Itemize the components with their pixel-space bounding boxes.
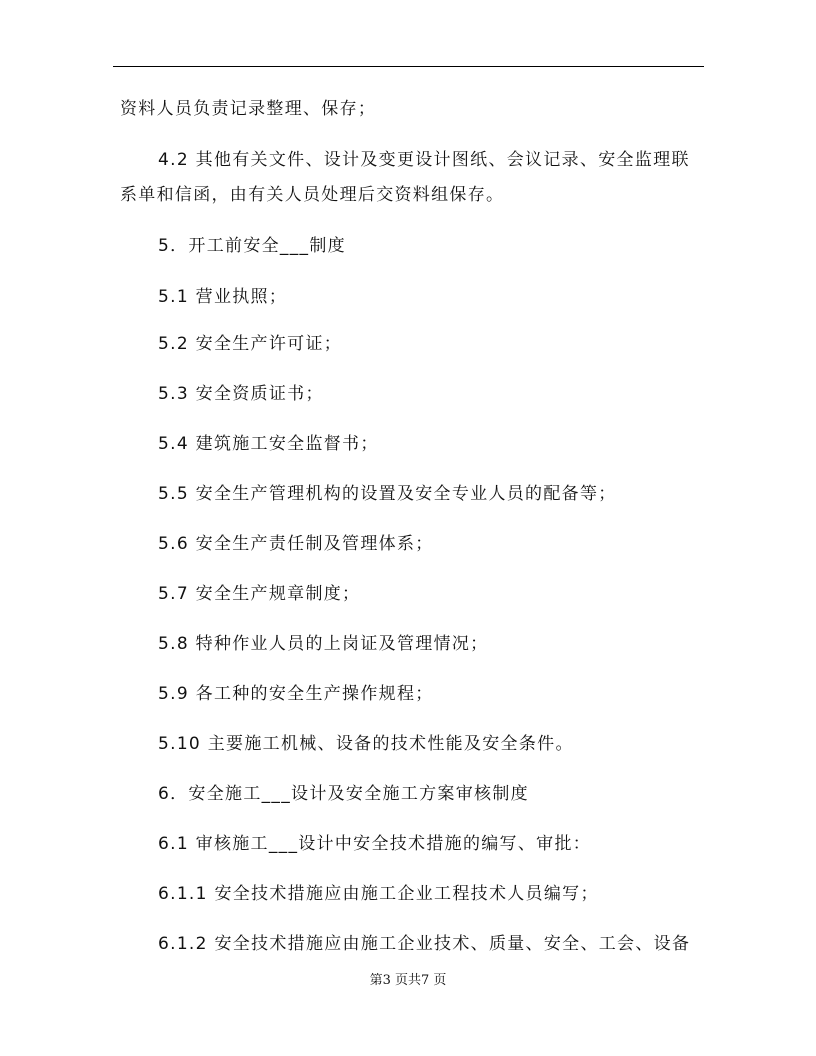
text-line: 5.2 安全生产许可证； xyxy=(158,334,343,354)
text-line: 5.9 各工种的安全生产操作规程； xyxy=(158,684,434,704)
text-line: 5.5 安全生产管理机构的设置及安全专业人员的配备等； xyxy=(158,484,617,504)
text-line: 5.3 安全资质证书； xyxy=(158,384,324,404)
text-line: 资料人员负责记录整理、保存； xyxy=(120,99,377,119)
text-line: 系单和信函，由有关人员处理后交资料组保存。 xyxy=(120,185,505,205)
text-line: 5.6 安全生产责任制及管理体系； xyxy=(158,534,434,554)
text-line: 5.8 特种作业人员的上岗证及管理情况； xyxy=(158,634,489,654)
text-line: 6.1 审核施工___设计中安全技术措施的编写、审批： xyxy=(158,834,592,854)
text-line: 6.1.1 安全技术措施应由施工企业工程技术人员编写； xyxy=(158,884,599,904)
text-line: 4.2 其他有关文件、设计及变更设计图纸、会议记录、安全监理联 xyxy=(158,150,690,170)
text-line: 5.4 建筑施工安全监督书； xyxy=(158,434,379,454)
text-line: 6.1.2 安全技术措施应由施工企业技术、质量、安全、工会、设备 xyxy=(158,934,691,954)
text-line: 5.7 安全生产规章制度； xyxy=(158,584,361,604)
page-number: 第3 页共7 页 xyxy=(369,973,447,988)
text-line: 5.1 营业执照； xyxy=(158,287,288,307)
text-line: 5.10 主要施工机械、设备的技术性能及安全条件。 xyxy=(158,734,574,754)
section-heading: 6．安全施工___设计及安全施工方案审核制度 xyxy=(158,784,529,804)
section-heading: 5．开工前安全___制度 xyxy=(158,236,346,256)
